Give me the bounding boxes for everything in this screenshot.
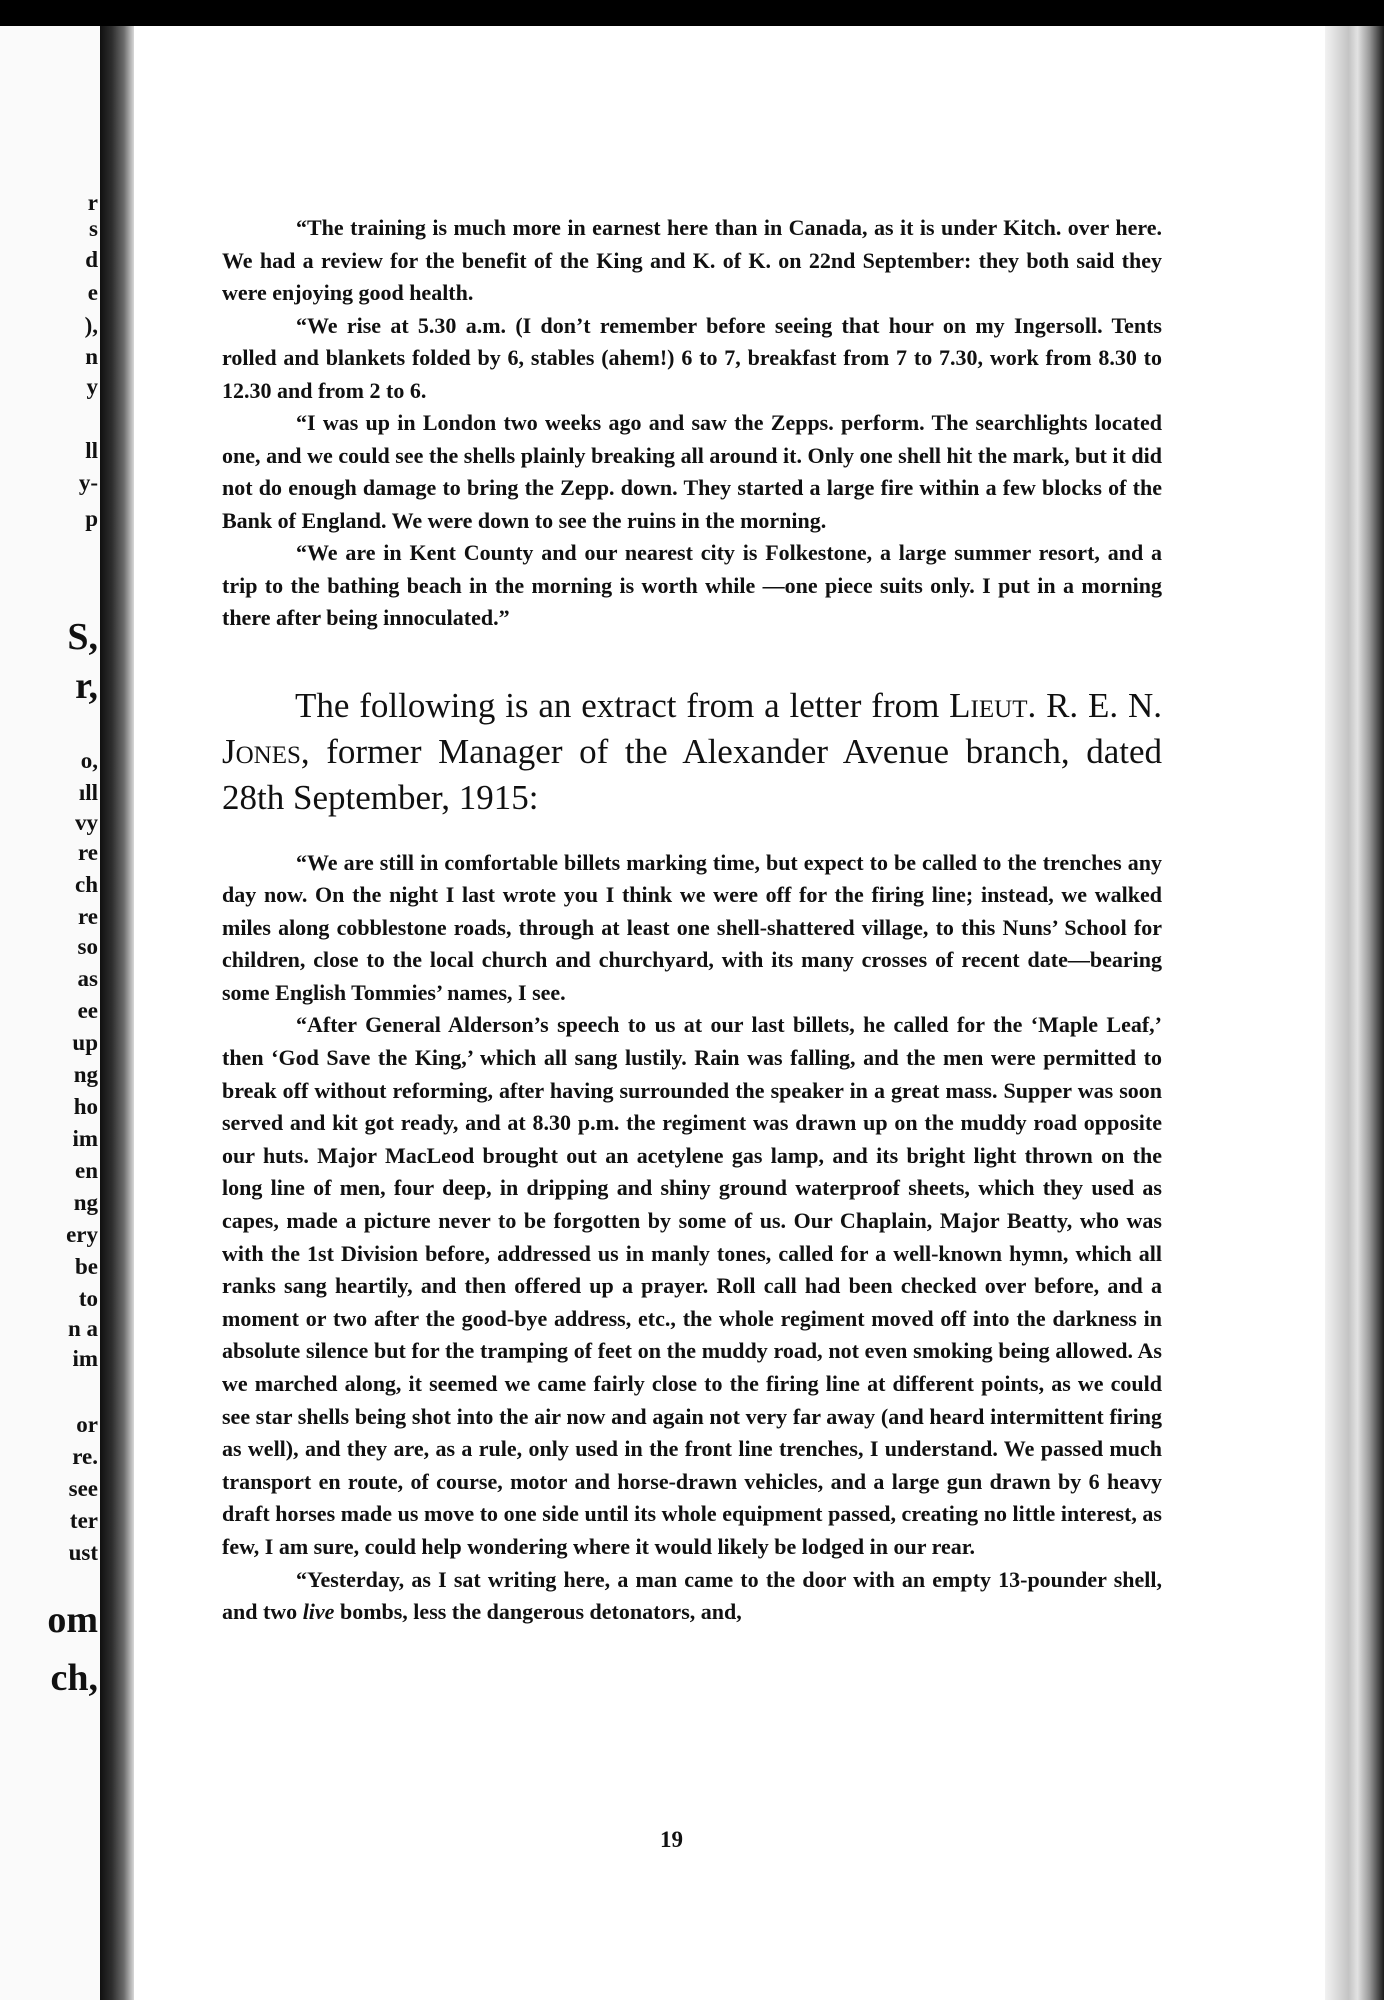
facing-page-fragment: y- — [78, 470, 98, 495]
facing-page-edge — [0, 26, 100, 2000]
letter-1-paragraph: “We rise at 5.30 a.m. (I don’t remember before seeing that hour on my Ingersoll. Tents rolled and blankets folded by 6, stables (ahem!) 6 to 7, breakfast from 7 to 7.30, work from 8.30 to 12.30 and from 2 to 6. — [222, 312, 1162, 403]
page-number: 19 — [660, 1827, 683, 1852]
facing-page-fragment: as — [77, 966, 98, 991]
facing-page-fragment: up — [72, 1030, 98, 1055]
facing-page-fragment: s — [89, 216, 98, 241]
facing-page-fragment: ee — [77, 998, 98, 1023]
letter-2-paragraph: “After General Alderson’s speech to us at our last billets, he called for the ‘Maple Leaf,’ then ‘God Save the King,’ which all sang lustily. Rain was falling, and the men were permitted to break off without reforming, after having surrounded the speaker in a great mass. Supper was soon served and kit got ready, and at 8.30 p.m. the regiment was drawn up on the muddy road opposite our huts. Major MacLeod brought out an acetylene gas lamp, and its bright light thrown on the long line of men, four deep, in dripping and shiny ground waterproof sheets, which they used as capes, made a picture never to be forgotten by some of us. Our Chaplain, Major Beatty, who was with the 1st Division before, addressed us in manly tones, called for a well-known hymn, which all ranks sang heartily, and then offered up a prayer. Roll call had been checked over before, and a moment or two after the good-bye address, etc., the whole regiment moved off into the darkness in absolute silence but for the tramping of feet on the muddy road, not even smoking being allowed. As we marched along, it seemed we came fairly close to the firing line at different points, as we could see star shells being shot into the air now and again not very far away (and heard intermittent firing as well), and they are, as a rule, only used in the front line trenches, I understand. We passed much transport en route, of course, motor and horse-drawn vehicles, and a large gun drawn by 6 heavy draft horses made us move to one side until its whole equipment passed, creating no little interest, as few, I am sure, could help wondering where it would likely be lodged in our rear. — [222, 1012, 1162, 1559]
facing-page-fragment: ust — [68, 1540, 98, 1565]
facing-page-fragment: re — [77, 840, 98, 865]
facing-page-fragment: o, — [80, 748, 98, 773]
facing-page-fragment: ll — [85, 438, 98, 463]
facing-page-fragment: n — [85, 344, 98, 369]
facing-page-fragment: see — [68, 1476, 98, 1501]
facing-page-fragment: im — [72, 1346, 98, 1371]
facing-page-fragment: ch — [75, 872, 98, 897]
heading-text: The following is an extract from a letter from — [295, 685, 950, 725]
letter-2-paragraph-last — [222, 1564, 1162, 1629]
facing-page-fragment: ng — [73, 1062, 98, 1087]
facing-page-fragment: so — [77, 934, 98, 959]
facing-page-fragment: r — [87, 190, 98, 215]
letter-2-paragraph: “We are still in comfortable billets marking time, but expect to be called to the trenches any day now. On the night I last wrote you I think we were off for the firing line; instead, we walked miles along cobblestone roads, through at least one shell-shattered village, to this Nuns’ School for children, close to the local church and churchyard, with its many crosses of recent date—bearing some English Tommies’ names, I see. — [222, 849, 1162, 1005]
facing-page-fragment: y — [86, 374, 98, 399]
facing-page-fragment: to — [78, 1286, 98, 1311]
last-paragraph-text: “Yesterday, as I sat writing here, a man came to the door with an empty 13-pounder shell, and two — [222, 1566, 1162, 1625]
last-paragraph-text-end: bombs, less the dangerous detonators, and, — [334, 1599, 742, 1625]
facing-page-fragment: vy — [75, 810, 98, 835]
heading-rank: Lieut. — [949, 685, 1037, 725]
facing-page-fragment: ch, — [50, 1657, 98, 1699]
heading-text-rest: , former Manager of the Alexander Avenue branch, dated 28th September, 1915: — [222, 731, 1162, 817]
letter-1-paragraph: “We are in Kent County and our nearest city is Folkestone, a large summer resort, and a trip to the bathing beach in the morning is worth while —one piece suits only. I put in a morning there after being innoculated.” — [222, 540, 1162, 630]
book-gutter-shadow — [100, 26, 134, 2000]
facing-page-fragment: ery — [66, 1222, 98, 1247]
facing-page-fragment: r, — [75, 665, 98, 707]
facing-page-fragment: ho — [73, 1094, 98, 1119]
facing-page-fragment: n a — [67, 1316, 98, 1341]
heading-initials: R. E. N. — [1036, 685, 1163, 725]
page-body — [222, 212, 1162, 1629]
facing-page-fragment: ng — [73, 1190, 98, 1215]
facing-page-fragment: ter — [69, 1508, 98, 1533]
facing-page-fragment: re. — [72, 1444, 98, 1469]
facing-page-fragment: en — [75, 1158, 98, 1183]
facing-page-fragment: be — [75, 1254, 98, 1279]
facing-page-text-fragments — [0, 26, 100, 2000]
facing-page-fragment: d — [85, 247, 98, 272]
letter-1-paragraph: “The training is much more in earnest here than in Canada, as it is under Kitch. over here. We had a review for the benefit of the King and K. of K. on 22nd September: they both said they were enjoying good health. — [222, 215, 1162, 305]
letter-1 — [222, 212, 1162, 635]
facing-page-fragment: or — [76, 1412, 98, 1437]
facing-page-fragment: ıll — [78, 780, 98, 805]
page-stack-edge — [1325, 26, 1384, 2000]
facing-page-fragment: ), — [84, 313, 98, 338]
facing-page-fragment: im — [72, 1126, 98, 1151]
section-heading — [222, 683, 1162, 821]
last-paragraph-italic: live — [302, 1599, 335, 1625]
letter-1-paragraph: “I was up in London two weeks ago and saw the Zepps. perform. The searchlights located one, and we could see the shells plainly breaking all around it. Only one shell hit the mark, but it did not do enough damage to bring the Zepp. down. They started a large fire within a few blocks of the Bank of England. We were down to see the ruins in the morning. — [222, 410, 1162, 533]
facing-page-fragment: e — [87, 280, 98, 305]
heading-surname: Jones — [222, 731, 301, 771]
facing-page-fragment: re — [77, 904, 98, 929]
facing-page-fragment: om — [47, 1599, 98, 1641]
facing-page-fragment: p — [85, 506, 98, 531]
letter-2 — [222, 847, 1162, 1629]
scan-top-border — [0, 0, 1384, 26]
facing-page-fragment: S, — [67, 616, 98, 658]
